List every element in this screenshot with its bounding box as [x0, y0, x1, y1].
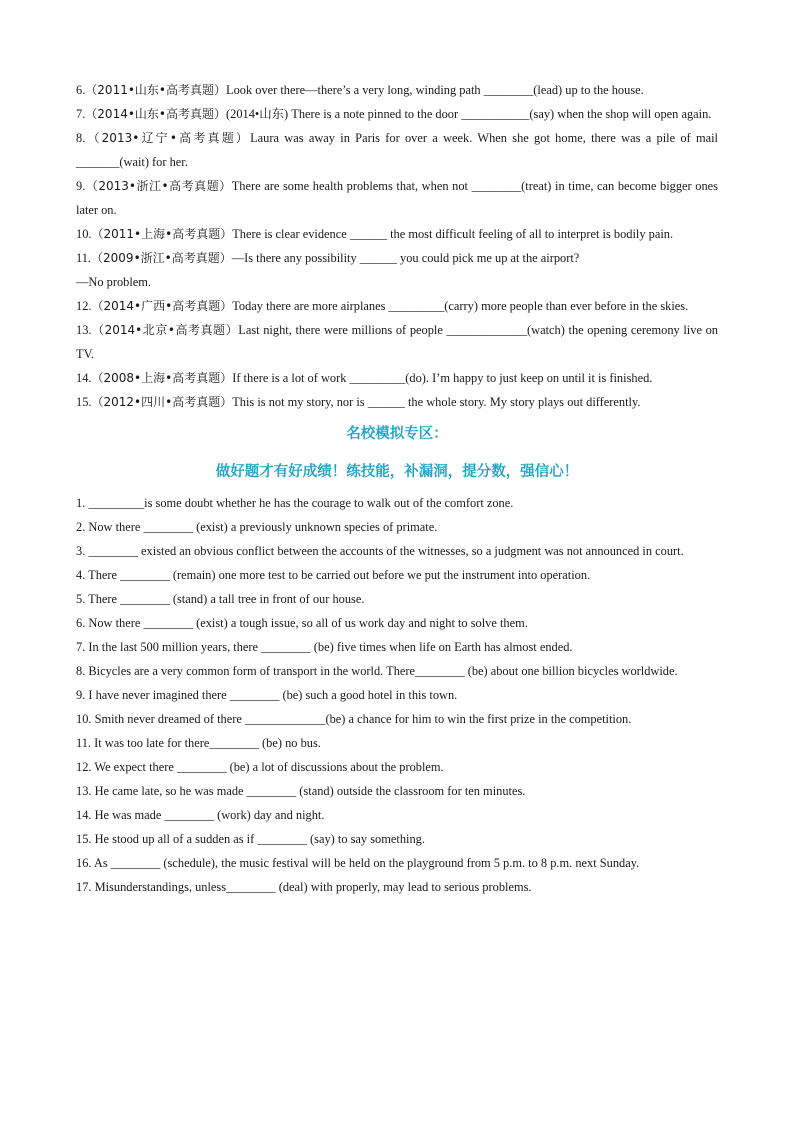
- mock-questions: [76, 491, 718, 899]
- section-title: 名校模拟专区：: [346, 426, 448, 442]
- exam-question: 8.（2013•辽宁•高考真题）Laura was away in Paris for over a week. When she got home, there was a pile of mail _______(wait) for her.: [76, 131, 718, 169]
- exam-question: 10.（2011•上海•高考真题）There is clear evidence ______ the most difficult feeling of all to interpret is bodily pain.: [76, 227, 674, 241]
- mock-question: 13. He came late, so he was made ________ (stand) outside the classroom for ten minutes.: [76, 784, 526, 798]
- exam-question: 13.（2014•北京•高考真题）Last night, there were millions of people _____________(watch) the opening ceremony live on TV.: [76, 323, 718, 361]
- mock-question: 9. I have never imagined there ________ (be) such a good hotel in this town.: [76, 688, 458, 702]
- mock-question: 10. Smith never dreamed of there _____________(be) a chance for him to win the first prize in the competition.: [76, 712, 632, 726]
- mock-question: 2. Now there ________ (exist) a previously unknown species of primate.: [76, 520, 438, 534]
- mock-question: 4. There ________ (remain) one more test to be carried out before we put the instrument into operation.: [76, 568, 591, 582]
- exam-answer-line: —No problem.: [76, 275, 152, 289]
- mock-question: 8. Bicycles are a very common form of transport in the world. There________ (be) about one billion bicycles worldwide.: [76, 664, 678, 678]
- mock-question: 11. It was too late for there________ (be) no bus.: [76, 736, 321, 750]
- mock-question: 1. _________is some doubt whether he has the courage to walk out of the comfort zone.: [76, 496, 514, 510]
- exam-question: 15.（2012•四川•高考真题）This is not my story, nor is ______ the whole story. My story plays out differently.: [76, 395, 641, 409]
- exam-question: 14.（2008•上海•高考真题）If there is a lot of work _________(do). I’m happy to just keep on until it is finished.: [76, 371, 653, 385]
- exam-questions: [76, 78, 718, 414]
- exam-question: 9.（2013•浙江•高考真题）There are some health problems that, when not ________(treat) in time, can become bigger ones later on.: [76, 179, 718, 217]
- mock-question: 6. Now there ________ (exist) a tough issue, so all of us work day and night to solve them.: [76, 616, 528, 630]
- exam-question: 6.（2011•山东•高考真题）Look over there—there’s a very long, winding path ________(lead) up to the house.: [76, 83, 644, 97]
- worksheet-page: [76, 78, 718, 899]
- mock-question: 12. We expect there ________ (be) a lot of discussions about the problem.: [76, 760, 444, 774]
- section-subtitle: 做好题才有好成绩！练技能，补漏洞，提分数，强信心！: [215, 464, 579, 480]
- mock-question: 5. There ________ (stand) a tall tree in front of our house.: [76, 592, 365, 606]
- mock-question: 15. He stood up all of a sudden as if ________ (say) to say something.: [76, 832, 425, 846]
- mock-question: 16. As ________ (schedule), the music festival will be held on the playground from 5 p.m. to 8 p.m. next Sunday.: [76, 856, 640, 870]
- mock-question: 14. He was made ________ (work) day and night.: [76, 808, 325, 822]
- mock-question: 3. ________ existed an obvious conflict between the accounts of the witnesses, so a judgment was not announced in court.: [76, 544, 684, 558]
- exam-question: 11.（2009•浙江•高考真题）—Is there any possibility ______ you could pick me up at the airport?: [76, 251, 580, 265]
- exam-question: 7.（2014•山东•高考真题）(2014•山东) There is a note pinned to the door ___________(say) when the shop will open again.: [76, 107, 712, 121]
- mock-question: 17. Misunderstandings, unless________ (deal) with properly, may lead to serious problems.: [76, 880, 532, 894]
- exam-question: 12.（2014•广西•高考真题）Today there are more airplanes _________(carry) more people than ever before in the skies.: [76, 299, 689, 313]
- mock-question: 7. In the last 500 million years, there ________ (be) five times when life on Earth has almost ended.: [76, 640, 573, 654]
